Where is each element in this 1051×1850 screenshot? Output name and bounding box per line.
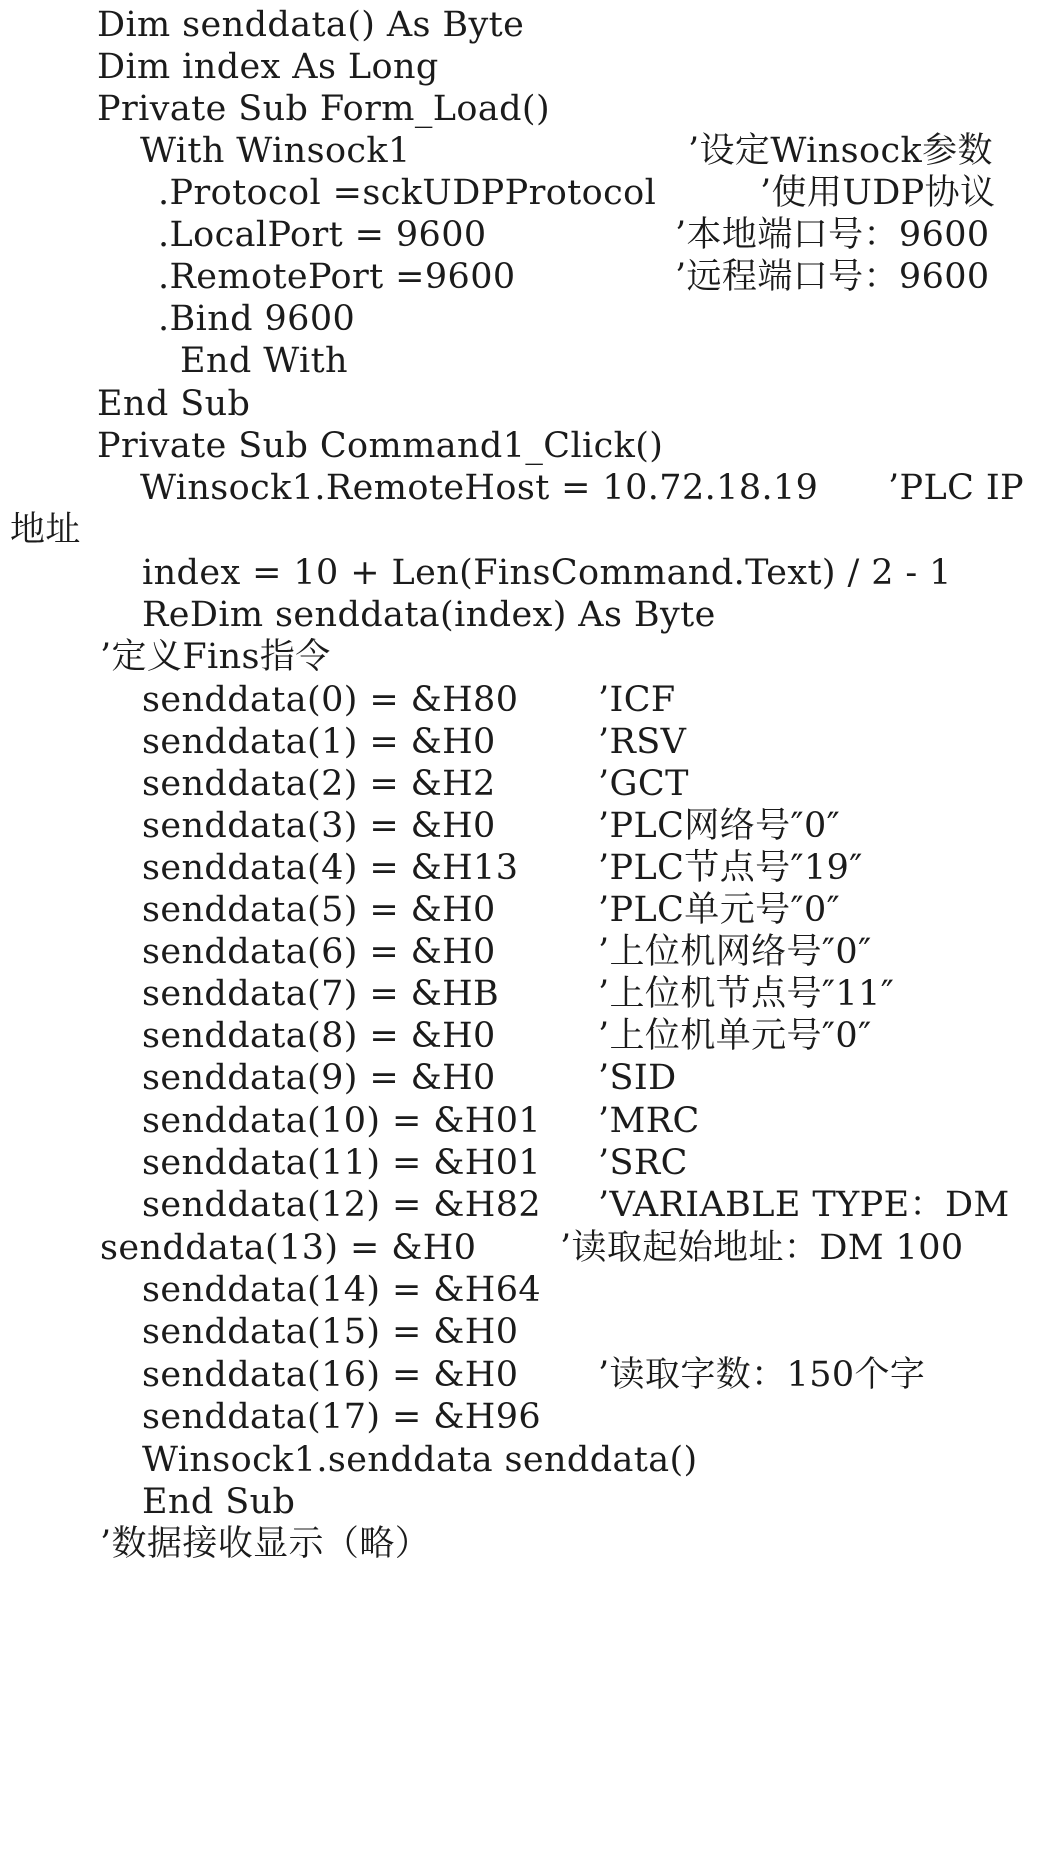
- code-text: senddata(0) = &H80: [142, 680, 519, 720]
- code-text: senddata(6) = &H0: [142, 932, 496, 972]
- code-text: senddata(4) = &H13: [142, 848, 519, 888]
- code-text: ’定义Fins指令: [100, 637, 331, 677]
- code-text: .RemotePort =9600: [158, 257, 516, 297]
- code-text: .Protocol =sckUDPProtocol: [158, 173, 657, 213]
- code-text: Private Sub Form_Load(): [97, 89, 551, 129]
- code-text: senddata(12) = &H82: [142, 1185, 542, 1225]
- code-text: ’数据接收显示（略）: [100, 1524, 431, 1564]
- code-text: .Bind 9600: [158, 299, 356, 339]
- code-comment: ’PLC单元号″0″: [598, 890, 841, 930]
- code-text: senddata(13) = &H0: [100, 1228, 477, 1268]
- code-text: End Sub: [97, 384, 251, 424]
- code-text: Private Sub Command1_Click(): [97, 426, 664, 466]
- code-text: .LocalPort = 9600: [158, 215, 487, 255]
- code-text: End With: [180, 341, 348, 381]
- code-text: Dim senddata() As Byte: [97, 5, 525, 45]
- code-comment: ’RSV: [598, 722, 687, 762]
- code-comment: ’VARIABLE TYPE：DM: [598, 1185, 1010, 1225]
- code-text: senddata(8) = &H0: [142, 1016, 496, 1056]
- code-text: index = 10 + Len(FinsCommand.Text) / 2 - 1: [142, 553, 952, 593]
- code-comment: ’读取字数：150个字: [598, 1355, 926, 1395]
- code-text: Dim index As Long: [97, 47, 439, 87]
- code-comment: ’GCT: [598, 764, 689, 804]
- code-text: 地址: [10, 510, 81, 550]
- code-comment: ’远程端口号：9600: [675, 257, 990, 297]
- code-text: senddata(14) = &H64: [142, 1270, 542, 1310]
- code-text: Winsock1.senddata senddata(): [142, 1440, 698, 1480]
- code-comment: ’PLC网络号″0″: [598, 806, 841, 846]
- code-text: senddata(10) = &H01: [142, 1101, 542, 1141]
- code-text: Winsock1.RemoteHost = 10.72.18.19: [140, 468, 819, 508]
- code-comment: ’ICF: [598, 680, 676, 720]
- code-text: senddata(5) = &H0: [142, 890, 496, 930]
- code-text: With Winsock1: [140, 131, 411, 171]
- code-comment: ’上位机单元号″0″: [598, 1016, 872, 1056]
- code-text: End Sub: [142, 1482, 296, 1522]
- code-text: senddata(11) = &H01: [142, 1143, 542, 1183]
- code-comment: ’PLC节点号″19″: [598, 848, 863, 888]
- code-comment: ’上位机网络号″0″: [598, 932, 872, 972]
- code-text: senddata(3) = &H0: [142, 806, 496, 846]
- code-comment: ’本地端口号：9600: [675, 215, 990, 255]
- code-text: senddata(17) = &H96: [142, 1397, 542, 1437]
- code-text: senddata(7) = &HB: [142, 974, 500, 1014]
- code-text: senddata(1) = &H0: [142, 722, 496, 762]
- code-comment: ’设定Winsock参数: [688, 131, 993, 171]
- code-text: ReDim senddata(index) As Byte: [142, 595, 716, 635]
- code-text: senddata(15) = &H0: [142, 1312, 519, 1352]
- code-comment: ’SID: [598, 1058, 677, 1098]
- code-comment: ’使用UDP协议: [760, 173, 996, 213]
- code-comment: ’读取起始地址：DM 100: [560, 1228, 964, 1268]
- code-text: senddata(2) = &H2: [142, 764, 496, 804]
- code-text: senddata(9) = &H0: [142, 1058, 496, 1098]
- code-comment: ’MRC: [598, 1101, 700, 1141]
- code-comment: ’上位机节点号″11″: [598, 974, 895, 1014]
- code-text: senddata(16) = &H0: [142, 1355, 519, 1395]
- code-comment: ’SRC: [598, 1143, 688, 1183]
- code-comment: ’PLC IP: [888, 468, 1024, 508]
